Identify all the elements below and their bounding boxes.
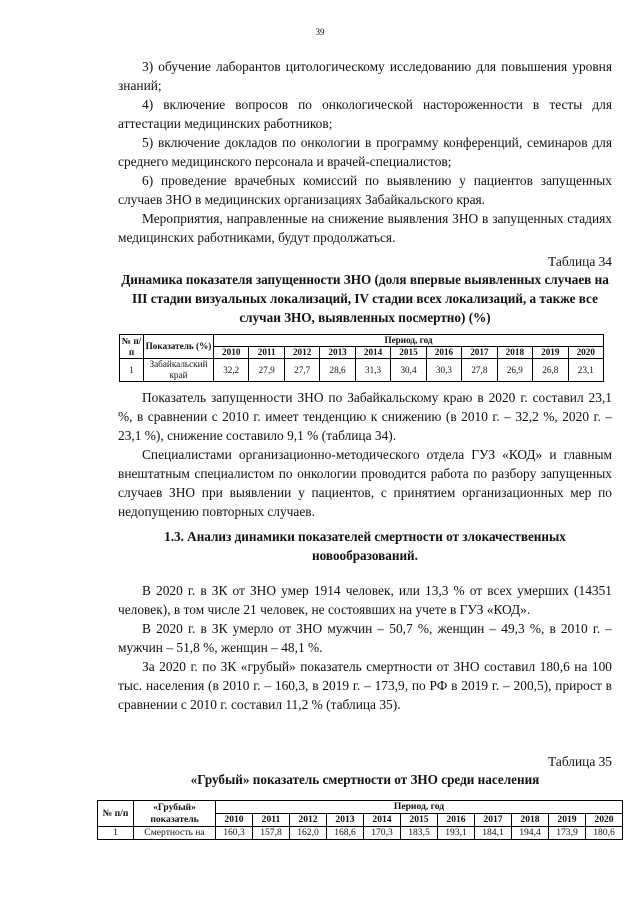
table35-row-name: Смертность на [134,827,216,840]
table35-cell: 183,5 [401,827,438,840]
table34-year: 2011 [249,347,284,359]
table35-year: 2014 [364,814,401,827]
specialists-paragraph: Специалистами организационно-методического отдела ГУЗ «КОД» и главным внештатным специалистом по онкологии проводится работа по разбору запущенных случаев ЗНО при выявлении у пациентов, с принятием организационных мер по недопущению повторных случаев. [118,447,612,519]
table34-cell: 26,8 [533,359,568,382]
table35-year: 2016 [438,814,475,827]
table35-year: 2019 [549,814,586,827]
table35-cell: 194,4 [512,827,549,840]
table35 [97,800,623,840]
table35-year: 2012 [290,814,327,827]
table35-cell: 162,0 [290,827,327,840]
died-paragraph: В 2020 г. в ЗК от ЗНО умер 1914 человек, или 13,3 % от всех умерших (14351 человек), в том числе 21 человек, не состоявших на учете в ГУЗ «КОД». [118,583,612,617]
table35-cell: 170,3 [364,827,401,840]
table34-year: 2018 [497,347,532,359]
table34-cell: 31,3 [355,359,390,382]
table35-year: 2015 [401,814,438,827]
table35-col-num: № п/п [98,801,134,827]
table34-cell: 26,9 [497,359,532,382]
table34-cell: 27,9 [249,359,284,382]
text-block-3 [118,581,612,714]
table35-cell: 180,6 [586,827,623,840]
table35-cell: 193,1 [438,827,475,840]
table35-cell: 173,9 [549,827,586,840]
table35-cell: 157,8 [253,827,290,840]
table34-year: 2010 [214,347,249,359]
table35-title: «Грубый» показатель смертности от ЗНО среди населения [190,772,540,787]
table34-year: 2017 [462,347,497,359]
table-row [98,827,623,840]
table35-cell: 160,3 [216,827,253,840]
table34-year: 2020 [568,347,603,359]
table34-cell: 30,4 [391,359,426,382]
table34-col-indicator: Показатель (%) [144,335,214,359]
table34-year: 2019 [533,347,568,359]
table35-cell: 184,1 [475,827,512,840]
table35-year: 2018 [512,814,549,827]
table35-year: 2020 [586,814,623,827]
table35-col-period: Период, год [216,801,623,814]
table-row [120,359,604,382]
table35-label: Таблица 35 [548,754,612,769]
list-item: 4) включение вопросов по онкологической настороженности в тесты для аттестации медицинских работников; [118,97,612,131]
table35-cell: 168,6 [327,827,364,840]
table34-cell: 30,3 [426,359,461,382]
table34-year: 2013 [320,347,355,359]
table34-year: 2016 [426,347,461,359]
gender-paragraph: В 2020 г. в ЗК умерло от ЗНО мужчин – 50,7 %, женщин – 49,3 %, в 2010 г. – мужчин – 51,8 %, женщин – 48,1 %. [118,621,612,655]
page-number: 39 [315,27,325,37]
table34-row-name: Забайкальский край [144,359,214,382]
measures-paragraph: Мероприятия, направленные на снижение выявления ЗНО в запущенных стадиях медицинских работниками, будут продолжаться. [118,211,612,245]
table35-col-indicator: «Грубый» показатель [134,801,216,827]
list-item: 5) включение докладов по онкологии в программу конференций, семинаров для среднего медицинского персонала и врачей-специалистов; [118,135,612,169]
table34-cell: 23,1 [568,359,603,382]
table34-row-num: 1 [120,359,144,382]
section-title: 1.3. Анализ динамики показателей смертности от злокачественных новообразований. [164,529,566,563]
list-item: 6) проведение врачебных комиссий по выявлению у пациентов запущенных случаев ЗНО в медицинских организациях Забайкальского края. [118,173,612,207]
table34-title: Динамика показателя запущенности ЗНО (доля впервые выявленных случаев на III стадии визуальных локализаций, IV стадии всех локализаций, а также все случаи ЗНО, выявленных посмертно) (%) [121,272,609,325]
table35-row-num: 1 [98,827,134,840]
text-block-2 [118,388,612,521]
table34-year: 2014 [355,347,390,359]
rate-paragraph: За 2020 г. по ЗК «грубый» показатель смертности от ЗНО составил 180,6 на 100 тыс. населения (в 2010 г. – 160,3, в 2019 г. – 173,9, по РФ в 2019 г. – 200,5), прирост в сравнении с 2010 г. составил 11,2 % (таблица 35). [118,659,612,712]
table35-year: 2011 [253,814,290,827]
table34-col-num: № п/п [120,335,144,359]
table35-year: 2010 [216,814,253,827]
table35-year: 2013 [327,814,364,827]
table34-cell: 27,7 [284,359,319,382]
table34-col-period: Период, год [214,335,604,347]
table34-cell: 32,2 [214,359,249,382]
list-item: 3) обучение лаборантов цитологическому исследованию для повышения уровня знаний; [118,59,612,93]
neglect-paragraph: Показатель запущенности ЗНО по Забайкальскому краю в 2020 г. составил 23,1 %, в сравнении с 2010 г. имеет тенденцию к снижению (в 2010 г. – 32,2 %, 2020 г. – 23,1 %), снижение составило 9,1 % (таблица 34). [118,390,612,443]
table34 [119,334,604,382]
table35-year: 2017 [475,814,512,827]
table34-label: Таблица 34 [548,254,612,269]
list-block [118,57,612,247]
table34-year: 2012 [284,347,319,359]
table34-cell: 27,8 [462,359,497,382]
table34-cell: 28,6 [320,359,355,382]
table34-year: 2015 [391,347,426,359]
